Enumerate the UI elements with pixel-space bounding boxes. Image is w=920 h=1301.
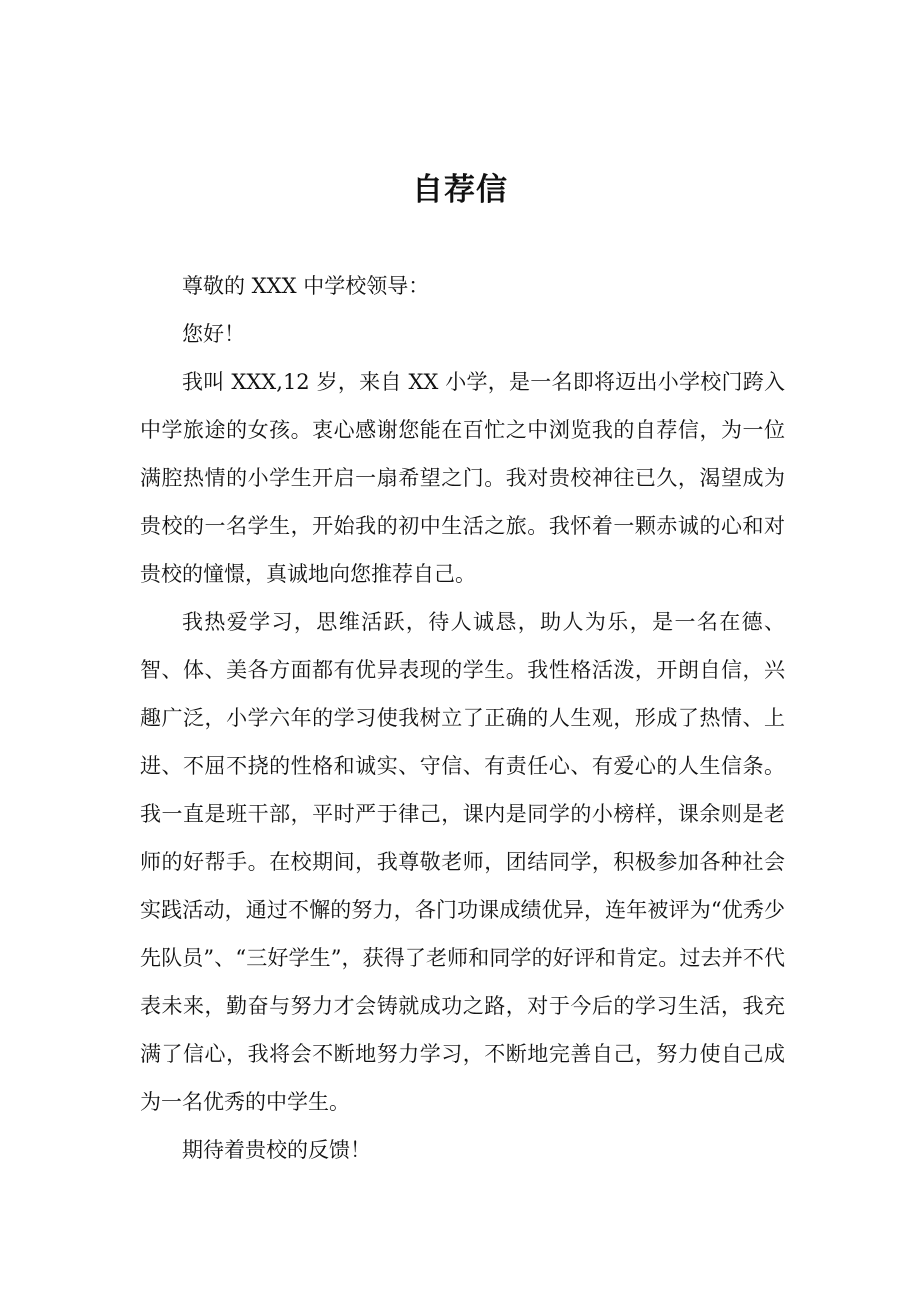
paragraph-self-description: 我热爱学习，思维活跃，待人诚恳，助人为乐，是一名在德、智、体、美各方面都有优异表现的学生。我性格活泼，开朗自信，兴趣广泛，小学六年的学习使我树立了正确的人生观，形成了热情、上进、不屈不挠的性格和诚实、守信、有责任心、有爱心的人生信条。我一直是班干部，平时严于律己，课内是同学的小榜样，课余则是老师的好帮手。在校期间，我尊敬老师，团结同学，积极参加各种社会实践活动，通过不懈的努力，各门功课成绩优异，连年被评为“优秀少先队员”、“三好学生”，获得了老师和同学的好评和肯定。过去并不代表未来，勤奋与努力才会铸就成功之路，对于今后的学习生活，我充满了信心，我将会不断地努力学习，不断地完善自己，努力使自己成为一名优秀的中学生。 — [140, 610, 785, 1114]
paragraph-intro: 我叫 XXX,12 岁，来自 XX 小学，是一名即将迈出小学校门跨入中学旅途的女孩。衷心感谢您能在百忙之中浏览我的自荐信，为一位满腔热情的小学生开启一扇希望之门。我对贵校神往已久，渴望成为贵校的一名学生，开始我的初中生活之旅。我怀着一颗赤诚的心和对贵校的憧憬，真诚地向您推荐自己。 — [140, 370, 785, 586]
salutation: 尊敬的 XXX 中学校领导： — [182, 274, 430, 298]
document-title: 自荐信 — [412, 172, 508, 208]
greeting: 您好！ — [182, 322, 245, 346]
letter-body — [140, 262, 785, 1174]
closing: 期待着贵校的反馈！ — [182, 1138, 371, 1162]
